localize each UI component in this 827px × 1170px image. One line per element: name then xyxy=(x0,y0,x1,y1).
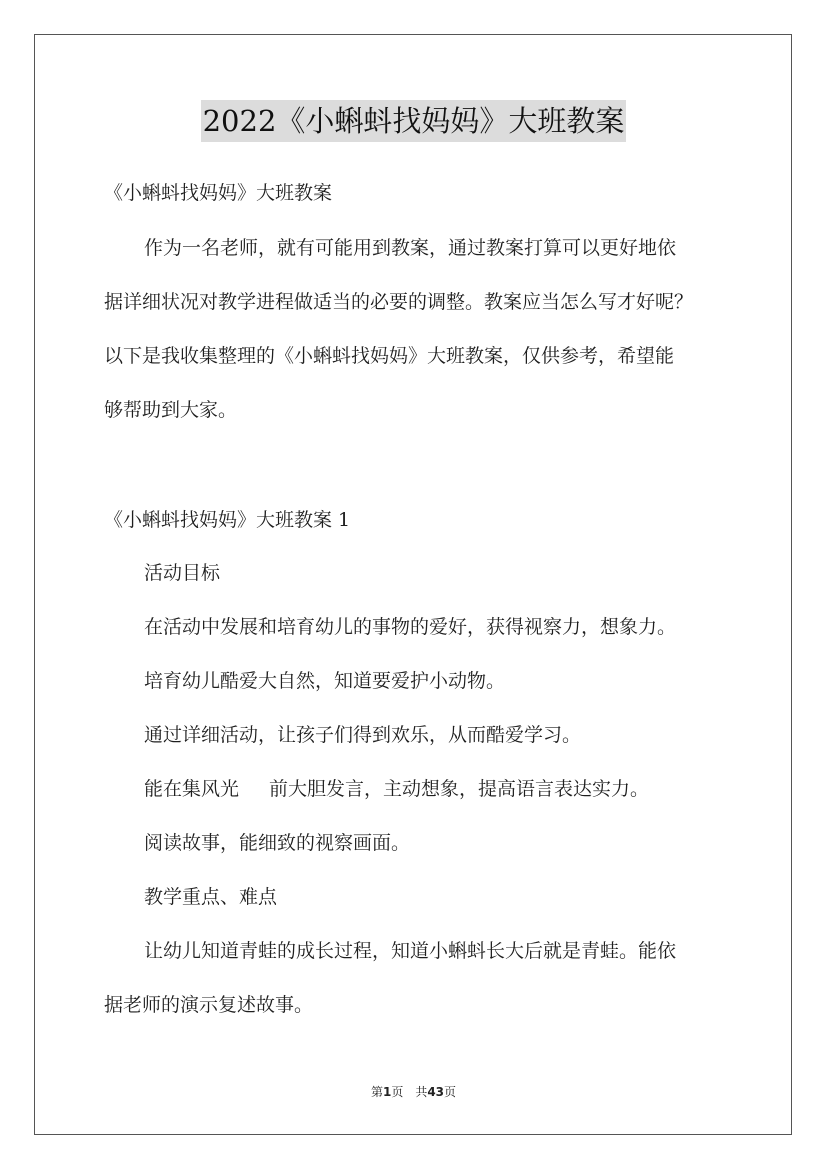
footer-prefix: 第 xyxy=(370,1085,383,1099)
footer-mid: 页 共 xyxy=(391,1085,428,1099)
objective-item-4 xyxy=(144,777,649,801)
intro-line-3: 以下是我收集整理的《小蝌蚪找妈妈》大班教案，仅供参考，希望能 xyxy=(104,345,675,367)
page-footer xyxy=(0,1083,827,1100)
footer-suffix: 页 xyxy=(444,1085,457,1099)
footer-total-pages: 43 xyxy=(427,1085,445,1099)
title-container xyxy=(0,100,827,142)
intro-line-4: 够帮助到大家。 xyxy=(104,399,238,421)
footer-current-page: 1 xyxy=(382,1085,392,1099)
key-points-line-1: 让幼儿知道青蛙的成长过程，知道小蝌蚪长大后就是青蛙。能依 xyxy=(144,940,677,962)
intro-line-2: 据详细状况对教学进程做适当的必要的调整。教案应当怎么写才好呢？ xyxy=(104,291,694,313)
section-heading: 《小蝌蚪找妈妈》大班教案 1 xyxy=(104,509,351,531)
intro-line-1: 作为一名老师，就有可能用到教案，通过教案打算可以更好地依 xyxy=(144,237,677,259)
objectives-heading: 活动目标 xyxy=(144,562,221,584)
page-title: 2022《小蝌蚪找妈妈》大班教案 xyxy=(201,100,627,142)
objective-item-3: 通过详细活动，让孩子们得到欢乐，从而酷爱学习。 xyxy=(144,724,582,746)
objective-item-4-part2: 前大胆发言，主动想象，提高语言表达实力。 xyxy=(269,778,650,800)
objective-item-2: 培育幼儿酷爱大自然，知道要爱护小动物。 xyxy=(144,670,506,692)
objective-item-4-part1: 能在集风光 xyxy=(144,778,240,800)
objective-item-1: 在活动中发展和培育幼儿的事物的爱好，获得视察力，想象力。 xyxy=(144,616,677,638)
key-points-line-2: 据老师的演示复述故事。 xyxy=(104,994,314,1016)
key-points-heading: 教学重点、难点 xyxy=(144,886,278,908)
objective-item-5: 阅读故事，能细致的视察画面。 xyxy=(144,832,411,854)
doc-subtitle: 《小蝌蚪找妈妈》大班教案 xyxy=(104,182,333,204)
